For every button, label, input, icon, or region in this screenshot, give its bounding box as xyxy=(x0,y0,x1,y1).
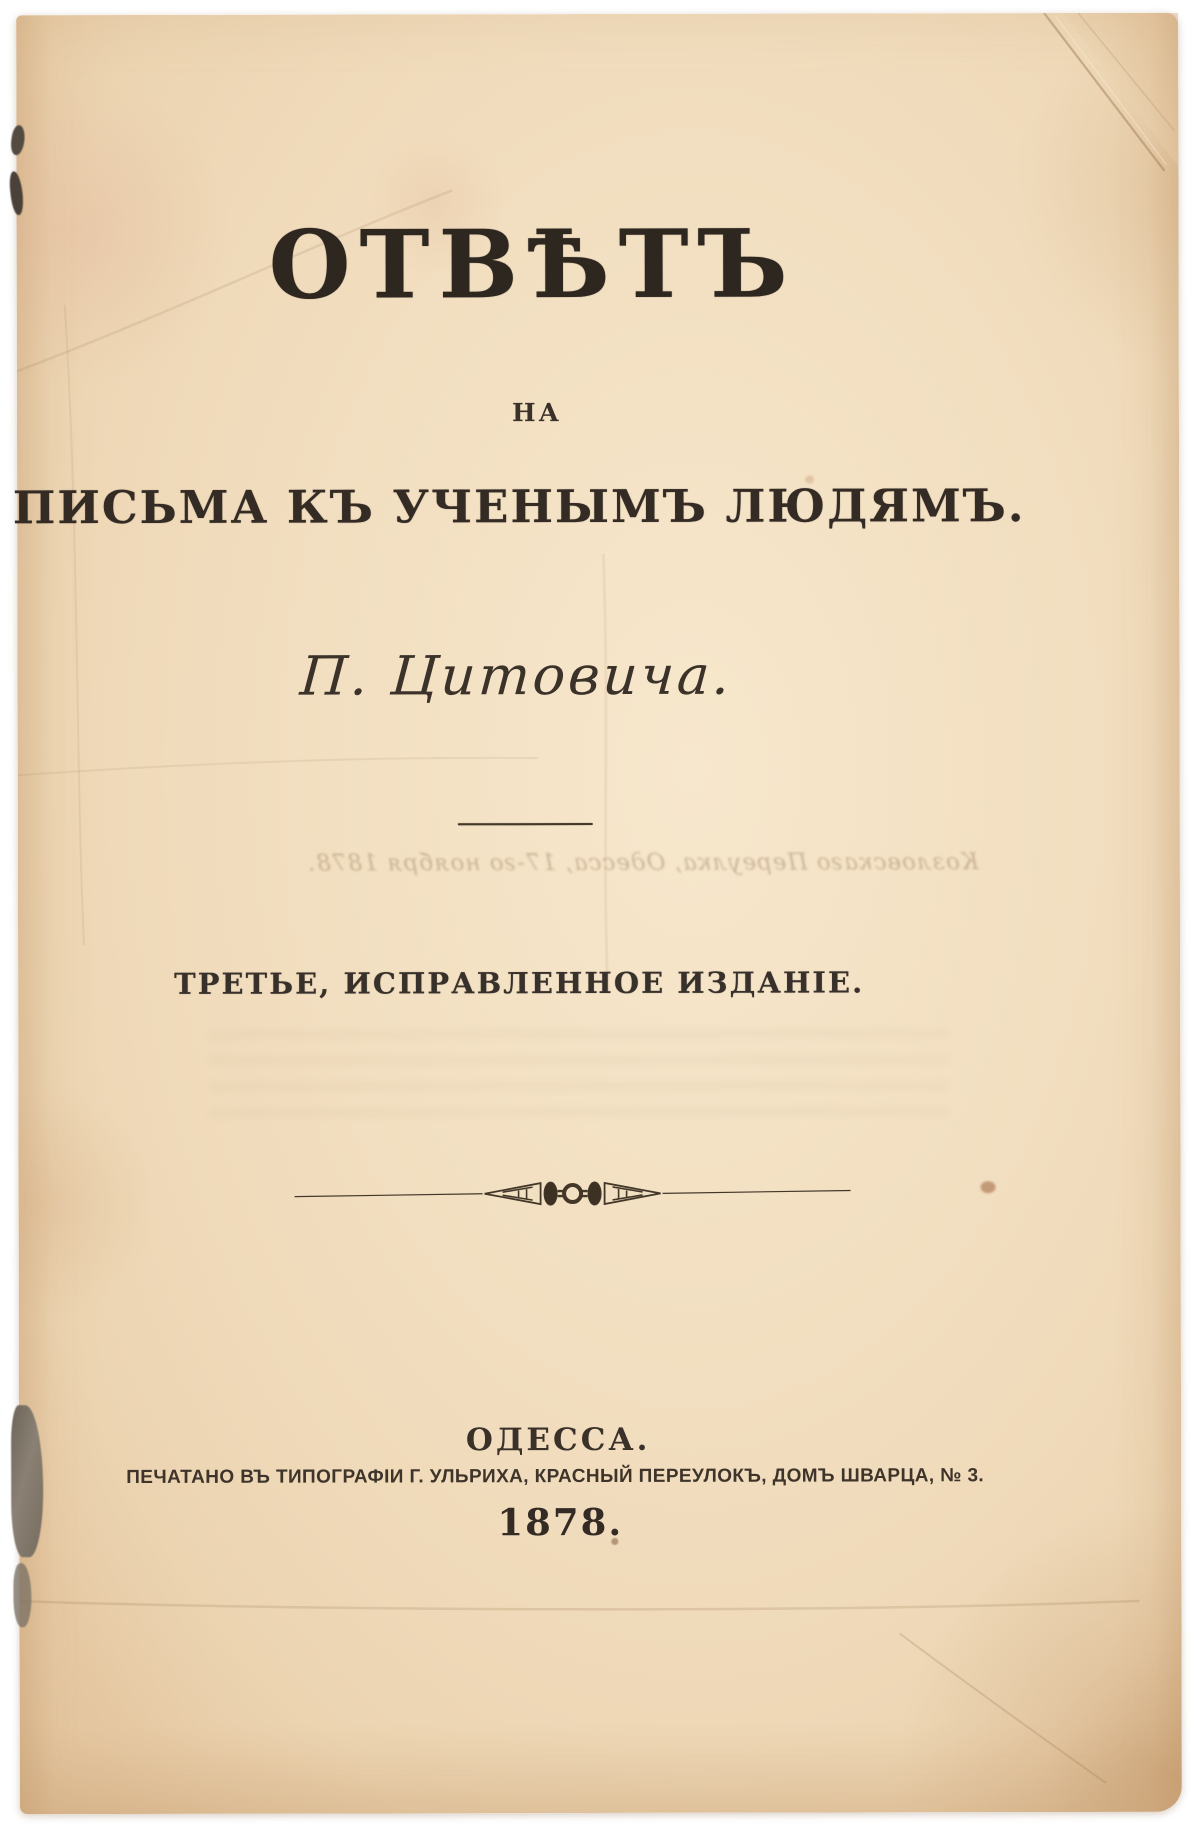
printer-imprint: ПЕЧАТАНО ВЪ ТИПОГРАФІИ Г. УЛЬРИХА, КРАСНЫЙ ПЕРЕУЛОКЪ, ДОМЪ ШВАРЦА, № 3. xyxy=(126,1465,985,1488)
separator-rule xyxy=(458,823,593,825)
show-through-smudge xyxy=(208,1028,948,1120)
show-through-text: Козловскаго Переулка, Одесса, 17-го ноября 1878. xyxy=(307,849,979,877)
folded-corner xyxy=(1018,13,1178,188)
author-name: П. Цитовича. xyxy=(298,643,735,708)
publication-year: 1878. xyxy=(497,1499,624,1545)
publication-city: ОДЕССА. xyxy=(465,1421,651,1459)
title-preposition: НА xyxy=(511,398,562,428)
typographic-ornament-icon xyxy=(293,1171,853,1216)
page-subtitle: ПИСЬМА КЪ УЧЕНЫМЪ ЛЮДЯМЪ. xyxy=(12,479,1026,535)
binding-residue xyxy=(13,1563,31,1627)
binding-residue xyxy=(8,171,25,216)
edition-statement: ТРЕТЬЕ, ИСПРАВЛЕННОЕ ИЗДАНІЕ. xyxy=(174,965,865,1001)
book-title-page xyxy=(12,13,1182,1814)
binding-residue xyxy=(9,124,26,155)
page-title: ОТВѢТЪ xyxy=(268,209,797,321)
